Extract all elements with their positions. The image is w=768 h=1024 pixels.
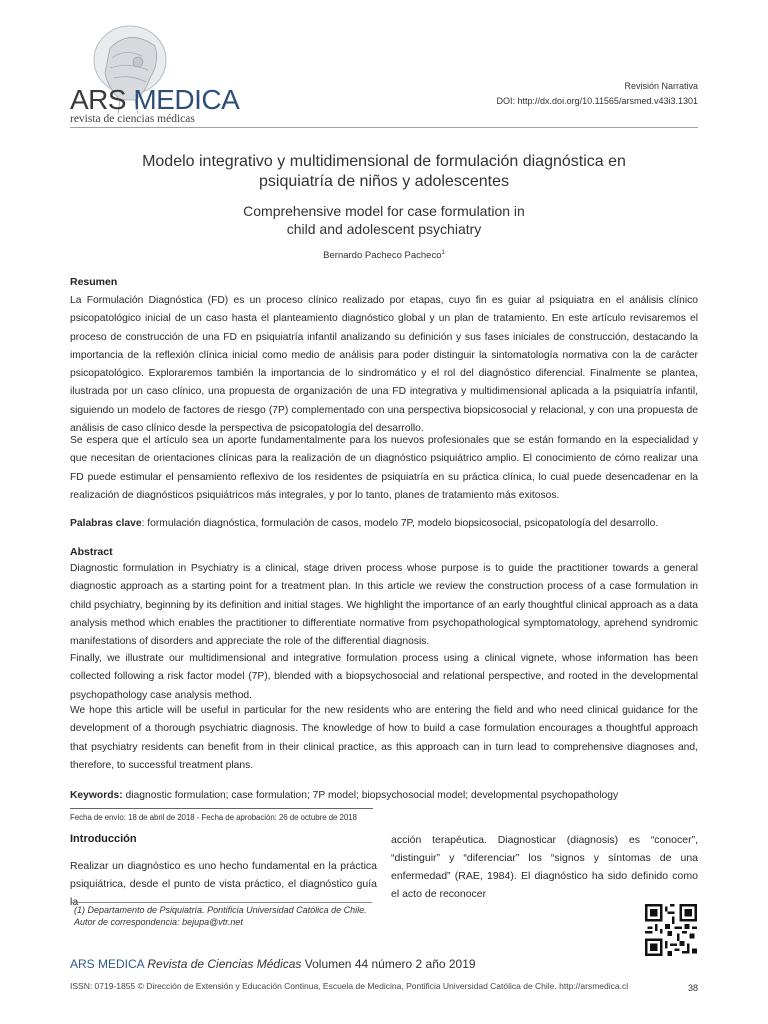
logo-subtitle: revista de ciencias médicas (70, 113, 195, 125)
doi-link[interactable]: DOI: http://dx.doi.org/10.11565/arsmed.v43i3.1301 (496, 96, 698, 106)
resumen-heading: Resumen (70, 276, 118, 288)
title-english-line-2: child and adolescent psychiatry (286, 221, 482, 237)
resumen-paragraph-2: Se espera que el artículo sea un aporte fundamentalmente para los nuevos profesionales que se están formando en la especialidad y que necesitan de orientaciones clínicas para la realización de un diagnóstico psiquiátrico amplio. El conocimiento de cómo realizar una FD puede estimular el pensamiento reflexivo de los residentes de psiquiatría en su práctica clínica, lo cual puede desencadenar en la realización de diagnósticos psiquiátricos más integrales, y por lo tanto, planes de tratamiento más exitosos. (70, 435, 698, 501)
abstract-paragraph-2: Finally, we illustrate our multidimensional and integrative formulation process using a clinical vignete, whose information has been collected following a risk factor model (7P), blended with a biopsychosocial and relational perspective, and rooted in the developmental psychopathology case analysis method. (70, 653, 698, 701)
title-spanish-line-1: Modelo integrativo y multidimensional de formulación diagnóstica en (142, 153, 626, 170)
title-spanish (70, 152, 698, 192)
journal-logo (70, 84, 239, 116)
issn-line: ISSN: 0719-1855 © Dirección de Extensión y Educación Continua, Escuela de Medicina, Pontificia Universidad Católica de Chile. http://arsmedica.cl (70, 981, 629, 991)
palabras-clave-list: : formulación diagnóstica, formulación de casos, modelo 7P, modelo biopsicosocial, psicopatología del desarrollo. (141, 518, 659, 529)
intro-column-left: Realizar un diagnóstico es uno hecho fundamental en la práctica psiquiátrica, desde el punto de vista práctico, el diagnóstico guía la (70, 860, 377, 908)
palabras-clave-label: Palabras clave (70, 518, 142, 529)
keywords-list: diagnostic formulation; case formulation; 7P model; biopsychosocial model; developmental psychopathology (122, 790, 619, 801)
journal-footer (70, 957, 476, 971)
logo-brand-right: MEDICA (133, 84, 240, 115)
resumen-paragraph-1: La Formulación Diagnóstica (FD) es un proceso clínico realizado por etapas, cuyo fin es guiar al psiquiatra en el análisis clínico psicopatológico inicial de un caso hasta el planteamiento diagnóstico global y un plan de tratamiento. En este artículo revisaremos el proceso de construcción de una FD en psiquiatría infantil analizando su definición y sus fases iniciales de construcción, destacando la importancia de la reflexión clínica inicial como medio de análisis para poder distinguir la sintomatología normativa con la de carácter psicopatológico. Exploraremos también la importancia de lo sindromático y el rol del diagnóstico diferencial. Finalmente se plantea, ilustrada por un caso clínico, una propuesta de organización de una FD integrativa y multidimensional aplicada a la psiquiatría infantil, siguiendo un modelo de factores de riesgo (7P) complementado con una perspectiva biopsicosocial y relacional, y con una propuesta de análisis de caso clínico desde la perspectiva de psicopatología del desarrollo. (70, 295, 698, 435)
abstract-heading: Abstract (70, 546, 113, 558)
introduccion-heading: Introducción (70, 833, 137, 845)
abstract-paragraph-1: Diagnostic formulation in Psychiatry is a clinical, stage driven process whose purpose is to guide the practitioner towards a general diagnostic approach as a starting point for a treatment plan. In this article we review the construction process of a case formulation in child psychiatry, beginning by its definition and initial stages. We highlight the importance of an early thoughtful clinical approach as a data analysis method which enables the practitioner to differentiate normative from psychopathological symptomatology, aprehend syndromic manifestations of disorders and appreciate the role of the differential diagnosis. (70, 563, 698, 648)
intro-column-right: acción terapéutica. Diagnosticar (diagnosis) es “conocer”, “distinguir” y “diferenciar” los “signos y síntomas de una enfermedad” (RAE, 1984). El diagnóstico ha sido definido como el acto de reconocer (391, 834, 698, 900)
author-affiliation-mark: 1 (441, 250, 445, 256)
article-type: Revisión Narrativa (624, 81, 698, 91)
footer-volume: Volumen 44 número 2 año 2019 (304, 957, 476, 971)
title-english (70, 202, 698, 238)
dates-divider (70, 808, 373, 809)
title-spanish-line-2: psiquiatría de niños y adolescentes (259, 173, 509, 190)
footnote-correspondence: Autor de correspondencia: bejupa@vtr.net (74, 917, 243, 927)
title-english-line-1: Comprehensive model for case formulation in (243, 203, 525, 219)
qr-code-icon (645, 904, 697, 956)
keywords (70, 787, 698, 805)
logo-brand-left: ARS (70, 84, 127, 115)
footer-brand: ARS MEDICA (70, 957, 145, 971)
author-name: Bernardo Pacheco Pacheco (323, 250, 442, 262)
author-line (70, 250, 698, 261)
page-number: 38 (687, 983, 698, 993)
footnote-affiliation: (1) Departamento de Psiquiatría. Pontificia Universidad Católica de Chile. (74, 905, 367, 915)
keywords-label: Keywords: (70, 790, 123, 801)
header-divider (70, 127, 698, 128)
palabras-clave (70, 515, 698, 533)
footnote-divider (70, 902, 372, 903)
abstract-paragraph-3: We hope this article will be useful in particular for the new residents who are entering the field and who need clinical guidance for the development of a thorough psychiatric diagnosis. The knowledge of how to build a case formulation encourages a thoughtful approach that psychiatry residents can benefit from in their clinical practice, as this approach can in turn lead to comprehensive diagnoses and, therefore, to successful treatment plans. (70, 705, 698, 771)
footer-journal-name: Revista de Ciencias Médicas (147, 957, 302, 971)
submission-dates: Fecha de envío: 18 de abril de 2018 - Fecha de aprobación: 26 de octubre de 2018 (70, 813, 357, 822)
